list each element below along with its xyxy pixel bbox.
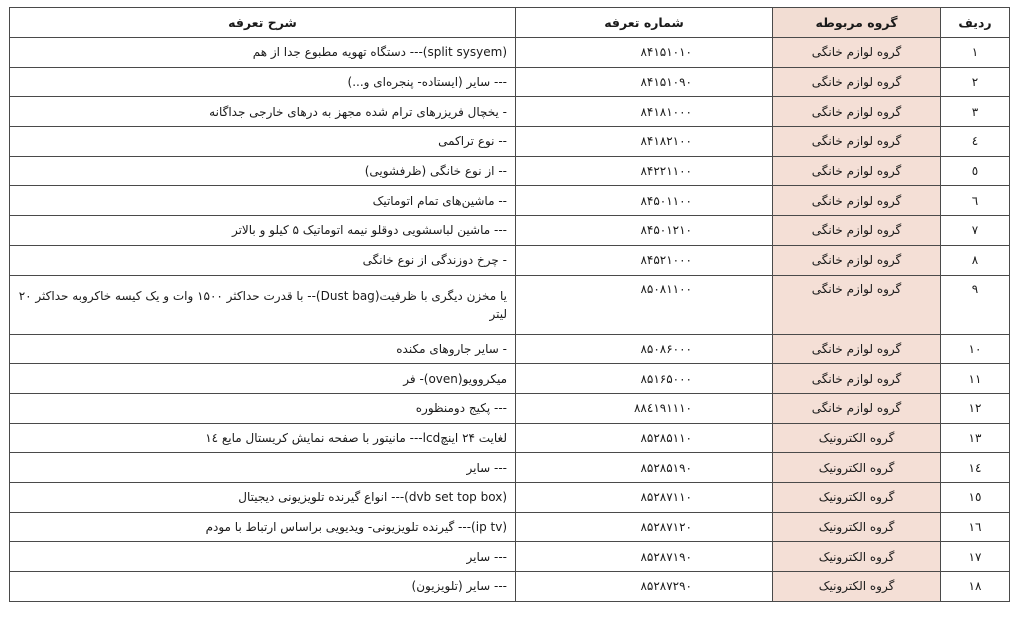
tariff-code-cell: ۸۴۱۵۱۰۹۰ [516,67,773,97]
tariff-code-cell: ۸۴۱۵۱۰۱۰ [516,38,773,68]
table-row [10,216,1010,246]
group-cell: گروه لوازم خانگی [773,97,941,127]
table-row [10,572,1010,602]
row-number-cell: ۹ [941,275,1010,334]
row-number-cell: ٦ [941,186,1010,216]
group-cell: گروه لوازم خانگی [773,364,941,394]
description-cell: --- سایر [10,453,516,483]
tariff-code-cell: ۸۵۰۸۶۰۰۰ [516,334,773,364]
group-cell: گروه لوازم خانگی [773,275,941,334]
tariff-code-cell: ۸۴۵۰۱۲۱۰ [516,216,773,246]
tariff-code-cell: ۸۵۲۸۵۱۱۰ [516,423,773,453]
group-cell: گروه الکترونیک [773,512,941,542]
tariff-code-cell: ۸۵۲۸۷۱۱۰ [516,482,773,512]
header-tariff-code: شماره تعرفه [516,8,773,38]
row-number-cell: ٤ [941,127,1010,157]
tariff-code-cell: ۸۵۲۸۵۱۹۰ [516,453,773,483]
description-cell: -- نوع تراکمی [10,127,516,157]
row-number-cell: ۳ [941,97,1010,127]
row-number-cell: ١٦ [941,512,1010,542]
group-cell: گروه لوازم خانگی [773,156,941,186]
tariff-code-cell: ۸۵۲۸۷۲۹۰ [516,572,773,602]
description-cell: (split sysyem)--- دستگاه تهویه مطبوع جدا از هم [10,38,516,68]
tariff-table [9,7,1010,602]
tariff-code-cell: ۸۸٤۱۹۱۱۱۰ [516,393,773,423]
row-number-cell: ۱ [941,38,1010,68]
group-cell: گروه الکترونیک [773,423,941,453]
tariff-code-cell: ۸۴۱۸۲۱۰۰ [516,127,773,157]
group-cell: گروه لوازم خانگی [773,216,941,246]
description-cell: یا مخزن دیگری با ظرفیت(Dust bag)-- با قدرت حداکثر ۱۵۰۰ وات و یک کیسه خاکروبه حداکثر ۲۰ لیتر [10,275,516,334]
description-cell: (dvb set top box)--- انواع گیرنده تلویزیونی دیجیتال [10,482,516,512]
table-row [10,97,1010,127]
row-number-cell: ۲ [941,67,1010,97]
group-cell: گروه الکترونیک [773,542,941,572]
row-number-cell: ۷ [941,216,1010,246]
description-cell: --- پکیج دومنظوره [10,393,516,423]
table-row [10,275,1010,334]
row-number-cell: ۱۳ [941,423,1010,453]
description-cell: -- از نوع خانگی (ظرفشویی) [10,156,516,186]
row-number-cell: ۱۸ [941,572,1010,602]
description-cell: میکروویو(oven)- فر [10,364,516,394]
table-row [10,156,1010,186]
group-cell: گروه لوازم خانگی [773,38,941,68]
group-cell: گروه لوازم خانگی [773,67,941,97]
table-row [10,245,1010,275]
tariff-code-cell: ۸۴۵۰۱۱۰۰ [516,186,773,216]
table-body [10,38,1010,602]
group-cell: گروه لوازم خانگی [773,127,941,157]
group-cell: گروه لوازم خانگی [773,186,941,216]
description-cell: - یخچال فریزرهای ترام شده مجهز به درهای خارجی جداگانه [10,97,516,127]
row-number-cell: ۱۲ [941,393,1010,423]
tariff-table-container [9,7,1009,602]
table-header-row [10,8,1010,38]
description-cell: - چرخ دوزندگی از نوع خانگی [10,245,516,275]
description-cell: - سایر جاروهای مکنده [10,334,516,364]
table-row [10,393,1010,423]
table-row [10,334,1010,364]
table-row [10,67,1010,97]
row-number-cell: ٥ [941,156,1010,186]
group-cell: گروه الکترونیک [773,572,941,602]
description-cell: -- ماشین‌های تمام اتوماتیک [10,186,516,216]
table-row [10,453,1010,483]
tariff-code-cell: ۸۵۰۸۱۱۰۰ [516,275,773,334]
row-number-cell: ۱۱ [941,364,1010,394]
table-row [10,38,1010,68]
table-row [10,423,1010,453]
row-number-cell: ۱۰ [941,334,1010,364]
group-cell: گروه لوازم خانگی [773,393,941,423]
row-number-cell: ١٥ [941,482,1010,512]
table-row [10,127,1010,157]
table-row [10,512,1010,542]
tariff-code-cell: ۸۵۲۸۷۱۹۰ [516,542,773,572]
description-cell: (ip tv)--- گیرنده تلویزیونی- ویدیویی براساس ارتباط با مودم [10,512,516,542]
tariff-code-cell: ۸۵۲۸۷۱۲۰ [516,512,773,542]
row-number-cell: ١٤ [941,453,1010,483]
row-number-cell: ۱۷ [941,542,1010,572]
group-cell: گروه الکترونیک [773,453,941,483]
header-row-number: ردیف [941,8,1010,38]
description-cell: --- سایر [10,542,516,572]
group-cell: گروه الکترونیک [773,482,941,512]
group-cell: گروه لوازم خانگی [773,245,941,275]
tariff-code-cell: ۸۴۵۲۱۰۰۰ [516,245,773,275]
table-row [10,186,1010,216]
row-number-cell: ۸ [941,245,1010,275]
group-cell: گروه لوازم خانگی [773,334,941,364]
header-group: گروه مربوطه [773,8,941,38]
table-row [10,482,1010,512]
tariff-code-cell: ۸۴۱۸۱۰۰۰ [516,97,773,127]
table-row [10,364,1010,394]
description-cell: لغایت ۲۴ اینچlcd--- مانیتور با صفحه نمایش کریستال مایع ۱٤ [10,423,516,453]
header-description: شرح تعرفه [10,8,516,38]
description-cell: --- سایر (تلویزیون) [10,572,516,602]
description-cell: --- ماشین لباسشویی دوقلو نیمه اتوماتیک ۵ کیلو و بالاتر [10,216,516,246]
tariff-code-cell: ۸۴۲۲۱۱۰۰ [516,156,773,186]
table-row [10,542,1010,572]
description-cell: --- سایر (ایستاده- پنجره‌ای و...) [10,67,516,97]
tariff-code-cell: ۸۵۱۶۵۰۰۰ [516,364,773,394]
